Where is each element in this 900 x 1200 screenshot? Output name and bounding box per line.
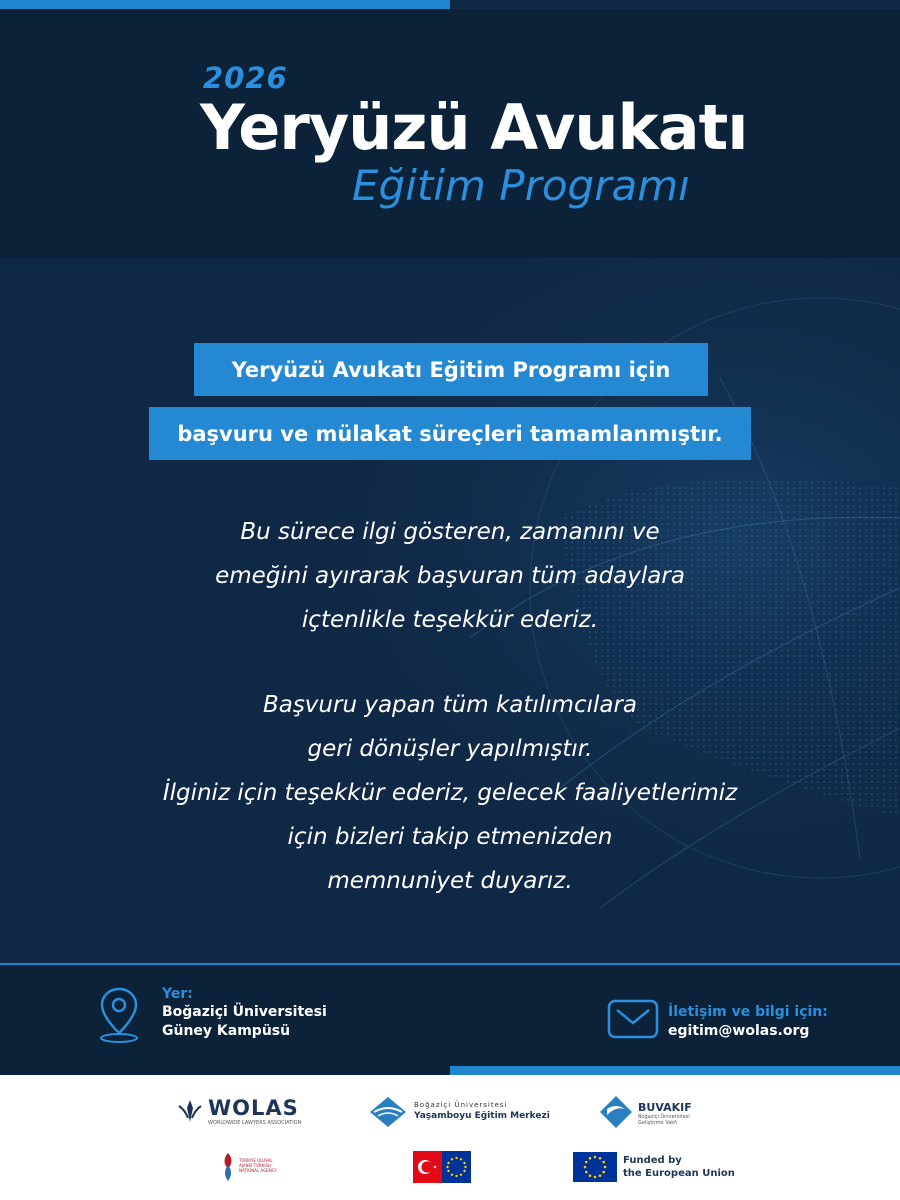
paragraph-line: İlginiz için teşekkür ederiz, gelecek faaliyetlerimiz [162, 780, 738, 806]
venue-campus: Güney Kampüsü [162, 1023, 291, 1039]
buvakif-emblem-icon [598, 1094, 634, 1130]
venue-name: Boğaziçi Üniversitesi [162, 1004, 327, 1020]
eu-funding-line-2: the European Union [623, 1168, 735, 1179]
buvakif-name: BUVAKIF [638, 1101, 692, 1114]
top-accent-bar [0, 0, 450, 9]
eu-funding-line-1: Funded by [623, 1155, 682, 1166]
wolas-tagline: WORLDWIDE LAWYERS ASSOCIATION [208, 1120, 302, 1126]
location-pin-icon [96, 985, 142, 1045]
buvakif-tagline: Boğaziçi Üniversitesi Geliştirme Vakfı [638, 1114, 690, 1126]
eu-funding-text [623, 1154, 735, 1180]
buvakif-logo [598, 1092, 738, 1132]
announcement-ribbon-1: Yeryüzü Avukatı Eğitim Programı için [194, 343, 708, 396]
thank-you-paragraph [100, 510, 800, 642]
wolas-emblem-icon [176, 1096, 204, 1126]
bu-emblem-icon [368, 1094, 408, 1130]
announcement-ribbon-2: başvuru ve mülakat süreçleri tamamlanmıştır. [149, 407, 751, 460]
tua-label: TÜRKİYE ULUSAL AJANSI TURKISH NATIONAL AGENCY [239, 1158, 277, 1173]
program-subtitle: Eğitim Programı [352, 161, 690, 210]
paragraph-line: emeğini ayırarak başvuran tüm adaylara [215, 563, 685, 589]
wolas-logo [176, 1094, 306, 1128]
tua-emblem-icon [219, 1151, 237, 1183]
turkey-eu-flags [413, 1151, 471, 1183]
venue-label: Yer: [162, 986, 193, 1002]
feedback-paragraph [100, 683, 800, 903]
paragraph-line: Başvuru yapan tüm katılımcılara [262, 692, 638, 718]
paragraph-line: içtenlikle teşekkür ederiz. [301, 607, 599, 633]
paragraph-line: için bizleri takip etmenizden [287, 824, 613, 850]
program-year: 2026 [203, 61, 288, 95]
eu-funding-logo [573, 1151, 735, 1183]
paragraph-line: Bu sürece ilgi gösteren, zamanını ve [240, 519, 660, 545]
contact-email-link[interactable]: egitim@wolas.org [668, 1023, 810, 1039]
turkey-eu-flags-icon [413, 1151, 471, 1183]
eu-flag-icon [573, 1152, 617, 1182]
bottom-accent-bar [450, 1066, 900, 1075]
bu-university-name: Boğaziçi Üniversitesi [414, 1101, 508, 1109]
paragraph-line: memnuniyet duyarız. [327, 868, 573, 894]
program-title: Yeryüzü Avukatı [200, 91, 748, 164]
turkish-national-agency-logo [219, 1150, 281, 1184]
wolas-name: WOLAS [208, 1096, 299, 1120]
contact-label: İletişim ve bilgi için: [668, 1004, 828, 1020]
bu-center-name: Yaşamboyu Eğitim Merkezi [414, 1111, 550, 1121]
bu-lifelong-learning-logo [366, 1092, 550, 1132]
envelope-icon [607, 999, 659, 1039]
paragraph-line: geri dönüşler yapılmıştır. [307, 736, 593, 762]
header-band [0, 9, 900, 258]
